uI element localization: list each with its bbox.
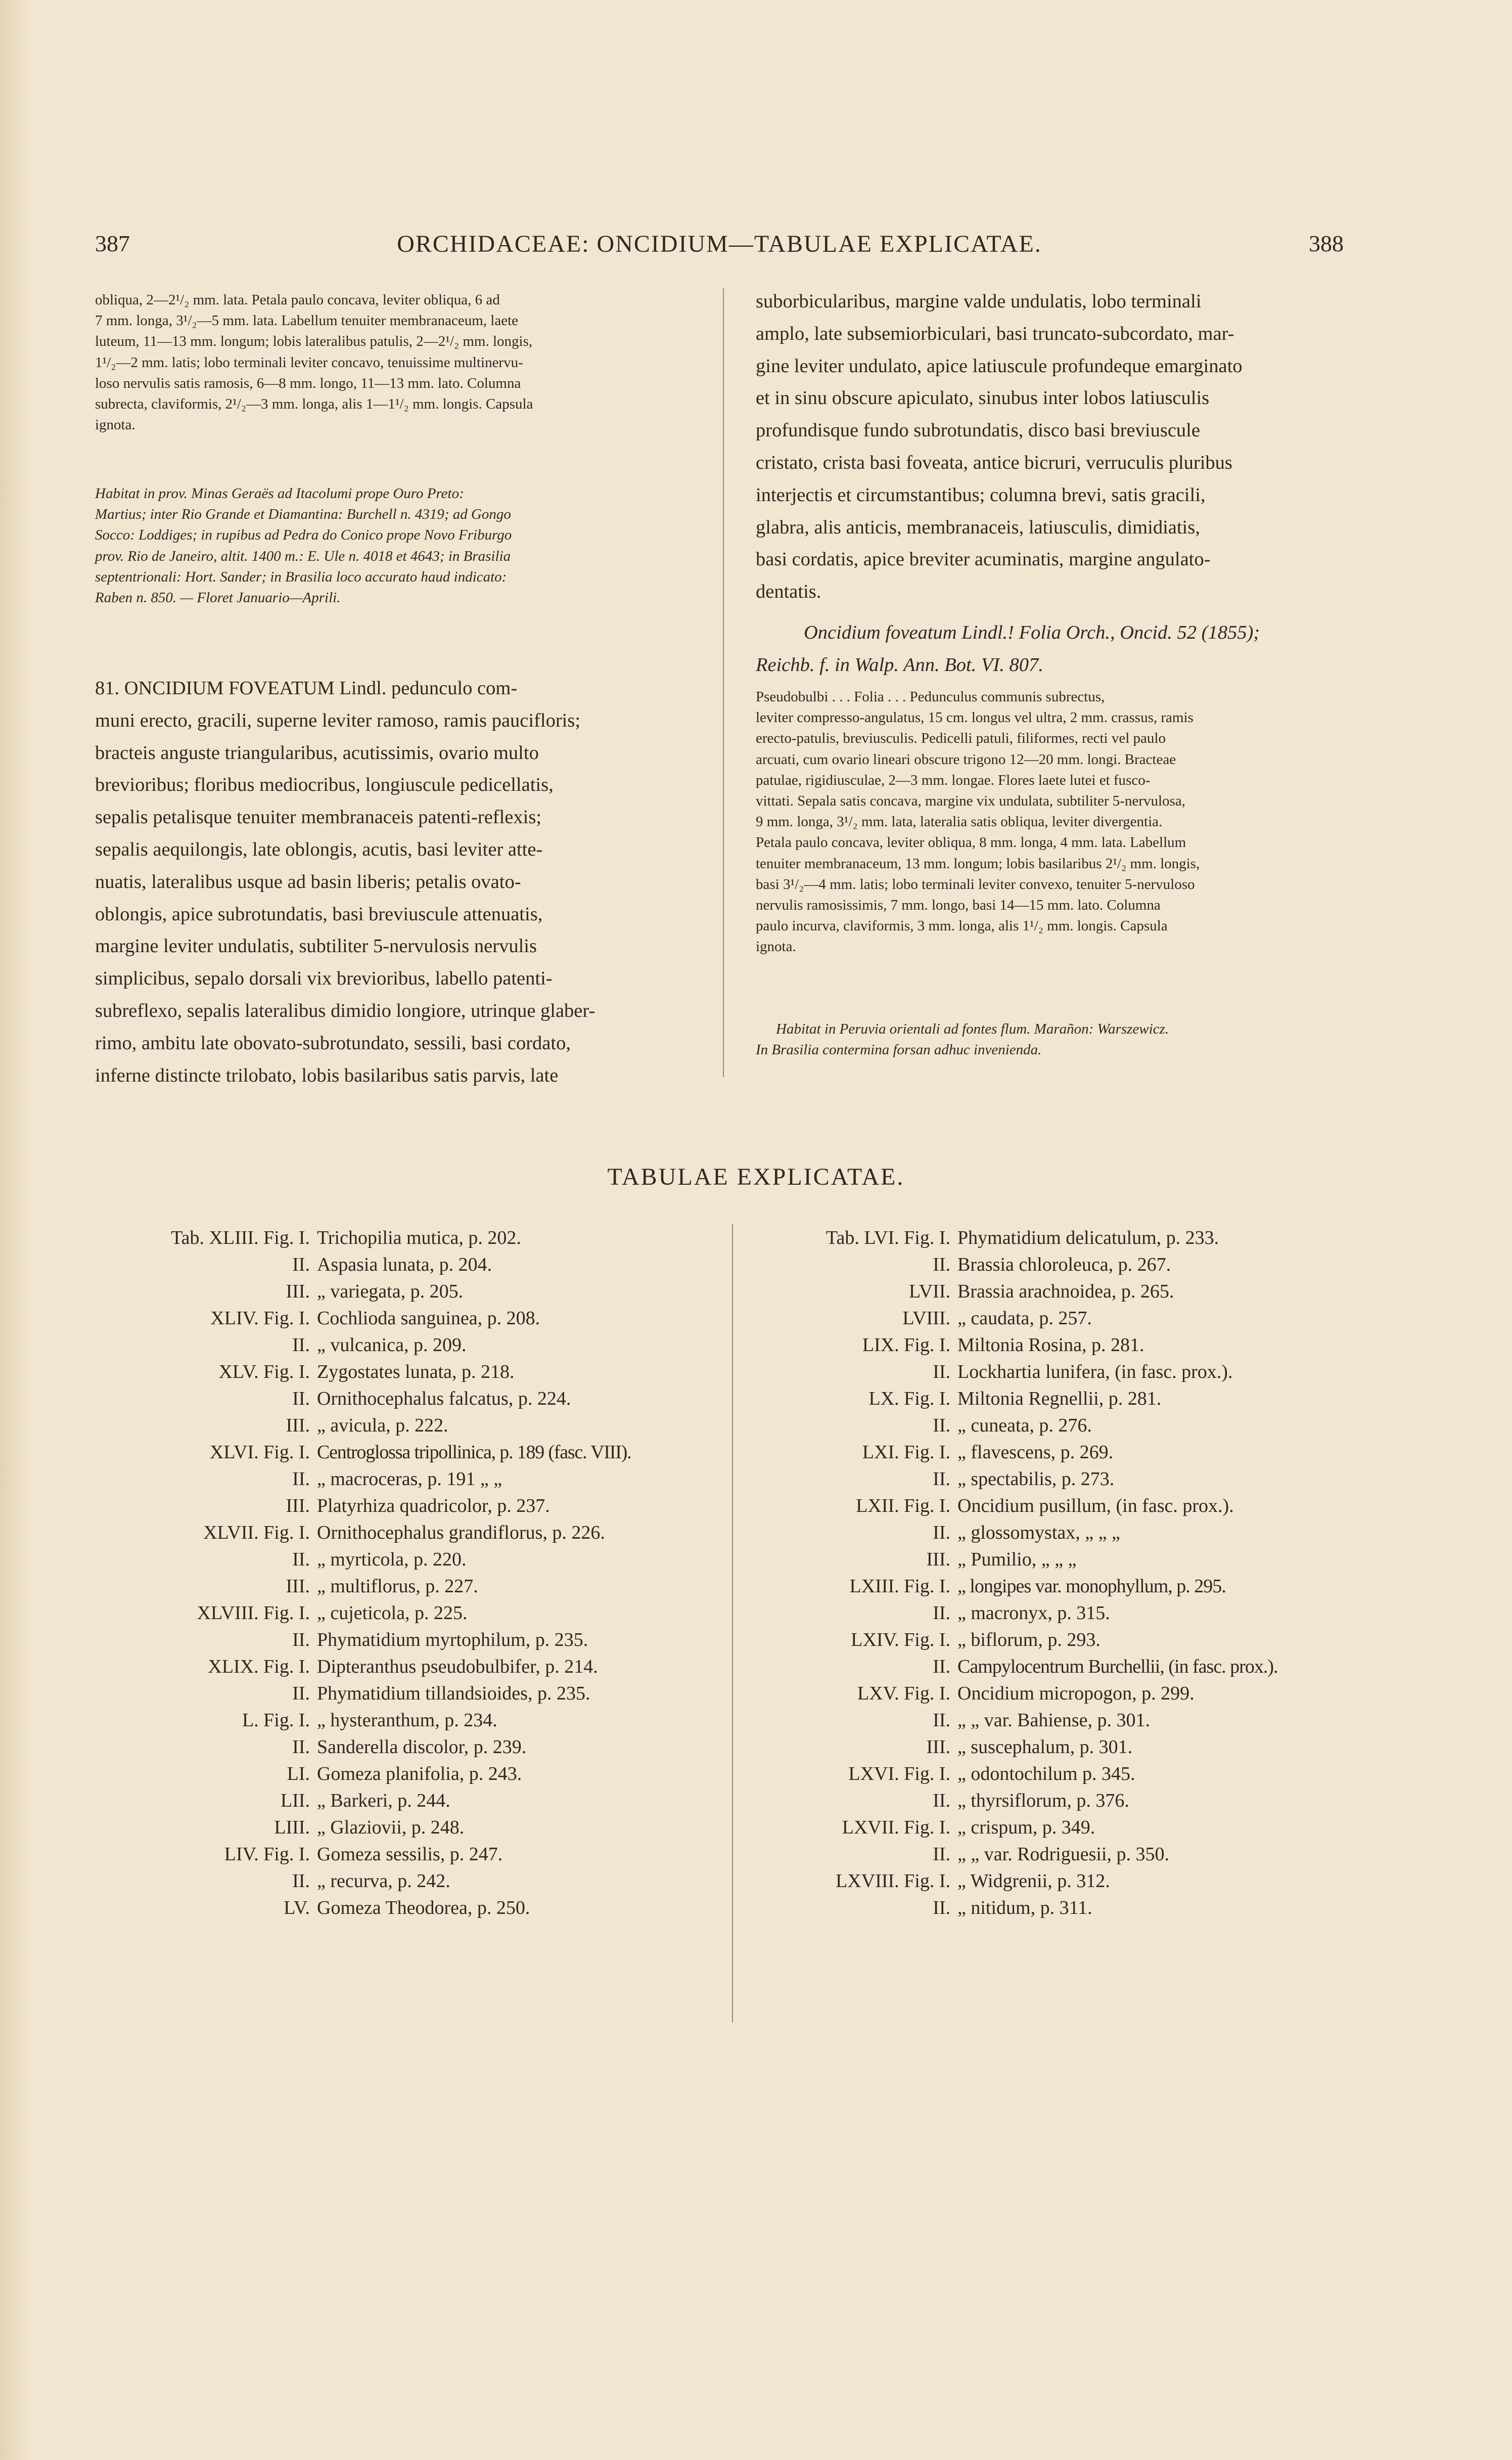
plate-text: Gomeza sessilis, p. 247. <box>317 1844 503 1865</box>
plate-text: „ thyrsiflorum, p. 376. <box>957 1790 1129 1811</box>
list-item <box>738 1332 1278 1359</box>
plate-label: LV. <box>284 1897 310 1918</box>
text-line: subrecta, claviformis, 2¹/₂—3 mm. longa, alis 1—1¹/₂ mm. longis. Capsula <box>95 396 533 413</box>
plate-text: „ „ var. Bahiense, p. 301. <box>957 1710 1150 1731</box>
plate-text: Dipteranthus pseudobulbifer, p. 214. <box>317 1656 598 1677</box>
plate-text: Miltonia Regnellii, p. 281. <box>957 1388 1162 1409</box>
plate-text: Zygostates lunata, p. 218. <box>317 1361 515 1382</box>
plate-label: L. Fig. I. <box>242 1710 310 1731</box>
text-line: 9 mm. longa, 3¹/₂ mm. lata, lateralia satis obliqua, leviter divergentia. <box>756 814 1163 830</box>
tabulae-title: TABULAE EXPLICATAE. <box>607 1164 905 1190</box>
plate-label: LXVII. Fig. I. <box>842 1817 950 1838</box>
plates-list-left <box>95 1225 631 1921</box>
list-item <box>738 1546 1278 1573</box>
text-line: Habitat in Peruvia orientali ad fontes flum. Marañon: Warszewicz. <box>776 1021 1169 1037</box>
plate-label: III. <box>926 1736 950 1758</box>
plate-text: „ cujeticola, p. 225. <box>317 1602 468 1624</box>
list-item <box>738 1814 1278 1841</box>
list-item <box>738 1439 1278 1466</box>
text-line: glabra, alis anticis, membranaceis, latiusculis, dimidiatis, <box>756 516 1200 538</box>
species-description <box>95 673 703 1092</box>
text-line: septentrionali: Hort. Sander; in Brasilia loco accurato haud indicato: <box>95 568 507 585</box>
plate-label: II. <box>933 1468 950 1490</box>
list-item <box>95 1707 631 1734</box>
plate-label: III. <box>926 1549 950 1570</box>
running-title: ORCHIDACEAE: ONCIDIUM—TABULAE EXPLICATAE. <box>397 231 1042 257</box>
plate-label: LXVIII. Fig. I. <box>836 1870 950 1892</box>
plate-text: Ornithocephalus falcatus, p. 224. <box>317 1388 571 1409</box>
list-item <box>738 1653 1278 1680</box>
list-item <box>738 1359 1278 1385</box>
text-line: Habitat in prov. Minas Geraës ad Itacolumi prope Ouro Preto: <box>95 485 464 502</box>
list-item <box>738 1573 1278 1600</box>
list-item <box>95 1305 631 1332</box>
text-line: In Brasilia contermina forsan adhuc invenienda. <box>756 1042 1042 1058</box>
list-item <box>95 1359 631 1385</box>
list-item <box>95 1734 631 1761</box>
plate-label: II. <box>292 1468 310 1490</box>
plate-text: „ caudata, p. 257. <box>957 1308 1092 1329</box>
list-item <box>95 1895 631 1921</box>
plate-label: III. <box>286 1495 310 1516</box>
list-item <box>95 1251 631 1278</box>
plate-label: LIII. <box>274 1817 310 1838</box>
list-item <box>738 1385 1278 1412</box>
text-line: sepalis petalisque tenuiter membranaceis patenti-reflexis; <box>95 807 542 828</box>
page-number-right: 388 <box>1309 231 1344 256</box>
list-item <box>738 1600 1278 1627</box>
plate-text: „ myrticola, p. 220. <box>317 1549 467 1570</box>
list-item <box>95 1439 631 1466</box>
plate-text: „ suscephalum, p. 301. <box>957 1736 1133 1758</box>
plate-label: II. <box>292 1254 310 1275</box>
text-line: basi 3¹/₂—4 mm. latis; lobo terminali leviter convexo, tenuiter 5-nervuloso <box>756 876 1195 892</box>
left-description <box>95 290 703 435</box>
plate-label: XLV. Fig. I. <box>218 1361 310 1382</box>
right-continuation <box>756 286 1344 608</box>
running-header <box>95 230 1344 268</box>
plate-text: „ cuneata, p. 276. <box>957 1415 1092 1436</box>
plate-label: LXI. Fig. I. <box>862 1442 950 1463</box>
right-habitat <box>756 1019 1344 1060</box>
plate-text: „ macronyx, p. 315. <box>957 1602 1110 1624</box>
list-item <box>95 1761 631 1787</box>
list-item <box>738 1895 1278 1921</box>
text-line: brevioribus; floribus mediocribus, longiuscule pedicellatis, <box>95 774 554 796</box>
plate-text: Centroglossa tripollinica, p. 189 (fasc. VIII). <box>317 1442 631 1463</box>
list-item <box>738 1412 1278 1439</box>
text-line: Oncidium foveatum Lindl.! Folia Orch., Oncid. 52 (1855); <box>804 622 1260 643</box>
list-item <box>95 1278 631 1305</box>
page-number-left: 387 <box>95 231 130 256</box>
list-item <box>95 1493 631 1519</box>
list-item <box>738 1734 1278 1761</box>
text-line: Raben n. 850. — Floret Januario—Aprili. <box>95 590 341 606</box>
list-item <box>738 1680 1278 1707</box>
list-item <box>738 1787 1278 1814</box>
text-line: amplo, late subsemiorbiculari, basi truncato-subcordato, mar- <box>756 323 1234 344</box>
plate-label: LXVI. Fig. I. <box>848 1763 950 1784</box>
plate-label: II. <box>933 1415 950 1436</box>
plate-text: „ vulcanica, p. 209. <box>317 1334 467 1356</box>
plate-label: II. <box>933 1790 950 1811</box>
list-item <box>95 1546 631 1573</box>
plate-text: „ Widgrenii, p. 312. <box>957 1870 1110 1892</box>
list-item <box>95 1225 631 1251</box>
plate-label: II. <box>933 1710 950 1731</box>
list-item <box>738 1251 1278 1278</box>
plate-label: II. <box>933 1602 950 1624</box>
plate-label: II. <box>292 1334 310 1356</box>
text-line: Pseudobulbi . . . Folia . . . Pedunculus communis subrectus, <box>756 689 1105 705</box>
list-item <box>738 1841 1278 1868</box>
list-item <box>95 1412 631 1439</box>
list-item <box>738 1627 1278 1653</box>
page-gutter-shadow <box>0 0 30 2460</box>
plate-label: LXIV. Fig. I. <box>851 1629 950 1650</box>
plate-text: „ variegata, p. 205. <box>317 1281 464 1302</box>
plate-label: II. <box>933 1361 950 1382</box>
plate-label: III. <box>286 1415 310 1436</box>
right-description <box>756 687 1344 958</box>
right-references <box>756 617 1344 682</box>
plate-label: II. <box>933 1656 950 1677</box>
plate-text: Cochlioda sanguinea, p. 208. <box>317 1308 540 1329</box>
text-line: rimo, ambitu late obovato-subrotundato, sessili, basi cordato, <box>95 1032 571 1054</box>
plate-text: „ glossomystax, „ „ „ <box>957 1522 1120 1543</box>
plate-label: III. <box>286 1281 310 1302</box>
list-item <box>95 1814 631 1841</box>
plate-text: Campylocentrum Burchellii, (in fasc. prox.). <box>957 1656 1278 1677</box>
list-item <box>95 1385 631 1412</box>
list-item <box>738 1278 1278 1305</box>
text-line: Reichb. f. in Walp. Ann. Bot. VI. 807. <box>756 654 1043 676</box>
plate-text: „ odontochilum p. 345. <box>957 1763 1135 1784</box>
list-item <box>95 1868 631 1895</box>
text-line: loso nervulis satis ramosis, 6—8 mm. longo, 11—13 mm. lato. Columna <box>95 375 521 391</box>
text-line: patulae, rigidiusculae, 2—3 mm. longae. Flores laete lutei et fusco- <box>756 772 1151 788</box>
list-item <box>95 1332 631 1359</box>
list-item <box>738 1519 1278 1546</box>
plate-text: Phymatidium tillandsioides, p. 235. <box>317 1683 590 1704</box>
plate-text: Aspasia lunata, p. 204. <box>317 1254 492 1275</box>
text-line: interjectis et circumstantibus; columna brevi, satis gracili, <box>756 484 1206 506</box>
plate-label: LX. Fig. I. <box>868 1388 950 1409</box>
plate-text: Oncidium pusillum, (in fasc. prox.). <box>957 1495 1234 1516</box>
list-item <box>738 1868 1278 1895</box>
plate-text: „ Barkeri, p. 244. <box>317 1790 450 1811</box>
list-item <box>95 1600 631 1627</box>
text-line: luteum, 11—13 mm. longum; lobis lateralibus patulis, 2—2¹/₂ mm. longis, <box>95 333 533 350</box>
plates-list-right <box>738 1225 1278 1921</box>
list-item <box>95 1519 631 1546</box>
text-line: paulo incurva, claviformis, 3 mm. longa, alis 1¹/₂ mm. longis. Capsula <box>756 918 1168 934</box>
list-item <box>95 1841 631 1868</box>
column-divider <box>732 1224 733 2023</box>
plate-text: Gomeza planifolia, p. 243. <box>317 1763 522 1784</box>
plate-label: LXV. Fig. I. <box>857 1683 950 1704</box>
plate-text: Brassia chloroleuca, p. 267. <box>957 1254 1171 1275</box>
list-item <box>738 1707 1278 1734</box>
plate-label: XLIV. Fig. I. <box>210 1308 310 1329</box>
plate-text: „ flavescens, p. 269. <box>957 1442 1114 1463</box>
plate-label: LVII. <box>909 1281 950 1302</box>
text-line: ignota. <box>95 417 135 433</box>
plate-label: Tab. LVI. Fig. I. <box>826 1227 950 1248</box>
plate-text: „ recurva, p. 242. <box>317 1870 450 1892</box>
plate-label: II. <box>292 1388 310 1409</box>
plate-label: II. <box>292 1870 310 1892</box>
plate-label: XLVII. Fig. I. <box>203 1522 310 1543</box>
list-item <box>95 1787 631 1814</box>
plate-text: „ crispum, p. 349. <box>957 1817 1095 1838</box>
plate-label: LII. <box>280 1790 310 1811</box>
text-line: tenuiter membranaceum, 13 mm. longum; lobis basilaribus 2¹/₂ mm. longis, <box>756 855 1200 872</box>
text-line: bracteis anguste triangularibus, acutissimis, ovario multo <box>95 742 539 764</box>
text-line: vittati. Sepala satis concava, margine vix undulata, subtiliter 5-nervulosa, <box>756 793 1185 810</box>
plate-label: II. <box>933 1844 950 1865</box>
plate-label: II. <box>292 1736 310 1758</box>
plate-label: Tab. XLIII. Fig. I. <box>171 1227 310 1248</box>
text-line: 7 mm. longa, 3¹/₂—5 mm. lata. Labellum tenuiter membranaceum, laete <box>95 312 518 329</box>
text-line: cristato, crista basi foveata, antice bicruri, verruculis pluribus <box>756 452 1232 473</box>
text-line: nuatis, lateralibus usque ad basin liberis; petalis ovato- <box>95 871 521 892</box>
plate-label: LIX. Fig. I. <box>862 1334 950 1356</box>
plate-text: Phymatidium myrtophilum, p. 235. <box>317 1629 588 1650</box>
text-line: arcuati, cum ovario lineari obscure trigono 12—20 mm. longi. Bracteae <box>756 751 1176 768</box>
text-line: profundisque fundo subrotundatis, disco basi breviuscule <box>756 420 1200 441</box>
plate-label: LI. <box>287 1763 310 1784</box>
plate-label: LIV. Fig. I. <box>224 1844 310 1865</box>
plate-text: Miltonia Rosina, p. 281. <box>957 1334 1144 1356</box>
text-line: suborbicularibus, margine valde undulatis, lobo terminali <box>756 291 1202 312</box>
list-item <box>738 1225 1278 1251</box>
text-line: inferne distincte trilobato, lobis basilaribus satis parvis, late <box>95 1064 559 1086</box>
text-line: margine leviter undulatis, subtiliter 5-nervulosis nervulis <box>95 935 537 957</box>
text-line: leviter compresso-angulatus, 15 cm. longus vel ultra, 2 mm. crassus, ramis <box>756 709 1194 726</box>
plate-text: „ multiflorus, p. 227. <box>317 1576 478 1597</box>
plate-text: Gomeza Theodorea, p. 250. <box>317 1897 530 1918</box>
list-item <box>738 1305 1278 1332</box>
list-item <box>95 1573 631 1600</box>
text-line: et in sinu obscure apiculato, sinubus inter lobos latiusculis <box>756 387 1210 409</box>
text-line: ignota. <box>756 938 796 955</box>
text-line: 1¹/₂—2 mm. latis; lobo terminali leviter concavo, tenuissime multinervu- <box>95 354 523 371</box>
plate-text: Phymatidium delicatulum, p. 233. <box>957 1227 1219 1248</box>
plate-text: „ hysteranthum, p. 234. <box>317 1710 497 1731</box>
plate-label: XLVIII. Fig. I. <box>197 1602 310 1624</box>
list-item <box>95 1680 631 1707</box>
text-line: obliqua, 2—2¹/₂ mm. lata. Petala paulo concava, leviter obliqua, 6 ad <box>95 292 500 308</box>
list-item <box>95 1653 631 1680</box>
list-item <box>738 1761 1278 1787</box>
text-line: basi cordatis, apice breviter acuminatis, margine angulato- <box>756 549 1211 570</box>
plate-text: „ Pumilio, „ „ „ <box>957 1549 1077 1570</box>
plate-label: II. <box>933 1897 950 1918</box>
plate-text: „ biflorum, p. 293. <box>957 1629 1101 1650</box>
plate-text: Lockhartia lunifera, (in fasc. prox.). <box>957 1361 1233 1382</box>
plate-text: Brassia arachnoidea, p. 265. <box>957 1281 1174 1302</box>
column-divider <box>723 288 724 1077</box>
text-line: Martius; inter Rio Grande et Diamantina: Burchell n. 4319; ad Gongo <box>95 506 511 523</box>
plate-label: II. <box>292 1629 310 1650</box>
text-line: subreflexo, sepalis lateralibus dimidio longiore, utrinque glaber- <box>95 1000 595 1021</box>
plate-label: LVIII. <box>902 1308 950 1329</box>
plate-text: „ avicula, p. 222. <box>317 1415 448 1436</box>
plate-text: „ macroceras, p. 191 „ „ <box>317 1468 502 1490</box>
plate-label: XLIX. Fig. I. <box>208 1656 310 1677</box>
plate-label: II. <box>292 1549 310 1570</box>
text-line: simplicibus, sepalo dorsali vix brevioribus, labello patenti- <box>95 968 553 990</box>
plate-label: III. <box>286 1576 310 1597</box>
plate-text: Trichopilia mutica, p. 202. <box>317 1227 521 1248</box>
list-item <box>95 1627 631 1653</box>
plate-text: Ornithocephalus grandiflorus, p. 226. <box>317 1522 605 1543</box>
plate-text: „ nitidum, p. 311. <box>957 1897 1092 1918</box>
list-item <box>738 1466 1278 1493</box>
text-line: oblongis, apice subrotundatis, basi breviuscule attenuatis, <box>95 903 543 925</box>
text-line: Socco: Loddiges; in rupibus ad Pedra do Conico prope Novo Friburgo <box>95 527 512 544</box>
list-item <box>95 1466 631 1493</box>
text-line: nervulis ramosissimis, 7 mm. longo, basi 14—15 mm. lato. Columna <box>756 897 1161 914</box>
plate-label: LXII. Fig. I. <box>856 1495 950 1516</box>
plate-text: Sanderella discolor, p. 239. <box>317 1736 527 1758</box>
plate-text: „ Glaziovii, p. 248. <box>317 1817 465 1838</box>
plate-text: Oncidium micropogon, p. 299. <box>957 1683 1195 1704</box>
text-line: erecto-patulis, breviusculis. Pedicelli patuli, filiformes, recti vel paulo <box>756 730 1166 747</box>
plate-label: II. <box>292 1683 310 1704</box>
plate-text: Platyrhiza quadricolor, p. 237. <box>317 1495 550 1516</box>
plate-label: LXIII. Fig. I. <box>849 1576 950 1597</box>
text-line: Petala paulo concava, leviter obliqua, 8 mm. longa, 4 mm. lata. Labellum <box>756 834 1186 851</box>
plate-label: II. <box>933 1254 950 1275</box>
text-line: 81. ONCIDIUM FOVEATUM Lindl. pedunculo com- <box>95 678 518 699</box>
list-item <box>738 1493 1278 1519</box>
text-line: muni erecto, gracili, superne leviter ramoso, ramis paucifloris; <box>95 709 581 731</box>
left-habitat <box>95 483 703 608</box>
text-line: dentatis. <box>756 581 821 603</box>
text-line: prov. Rio de Janeiro, altit. 1400 m.: E. Ule n. 4018 et 4643; in Brasilia <box>95 548 511 564</box>
plate-text: „ longipes var. monophyllum, p. 295. <box>957 1576 1226 1597</box>
plate-label: II. <box>933 1522 950 1543</box>
text-line: gine leviter undulato, apice latiuscule profundeque emarginato <box>756 355 1243 377</box>
plate-text: „ „ var. Rodriguesii, p. 350. <box>957 1844 1169 1865</box>
plate-text: „ spectabilis, p. 273. <box>957 1468 1115 1490</box>
plate-label: XLVI. Fig. I. <box>209 1442 310 1463</box>
text-line: sepalis aequilongis, late oblongis, acutis, basi leviter atte- <box>95 838 543 860</box>
